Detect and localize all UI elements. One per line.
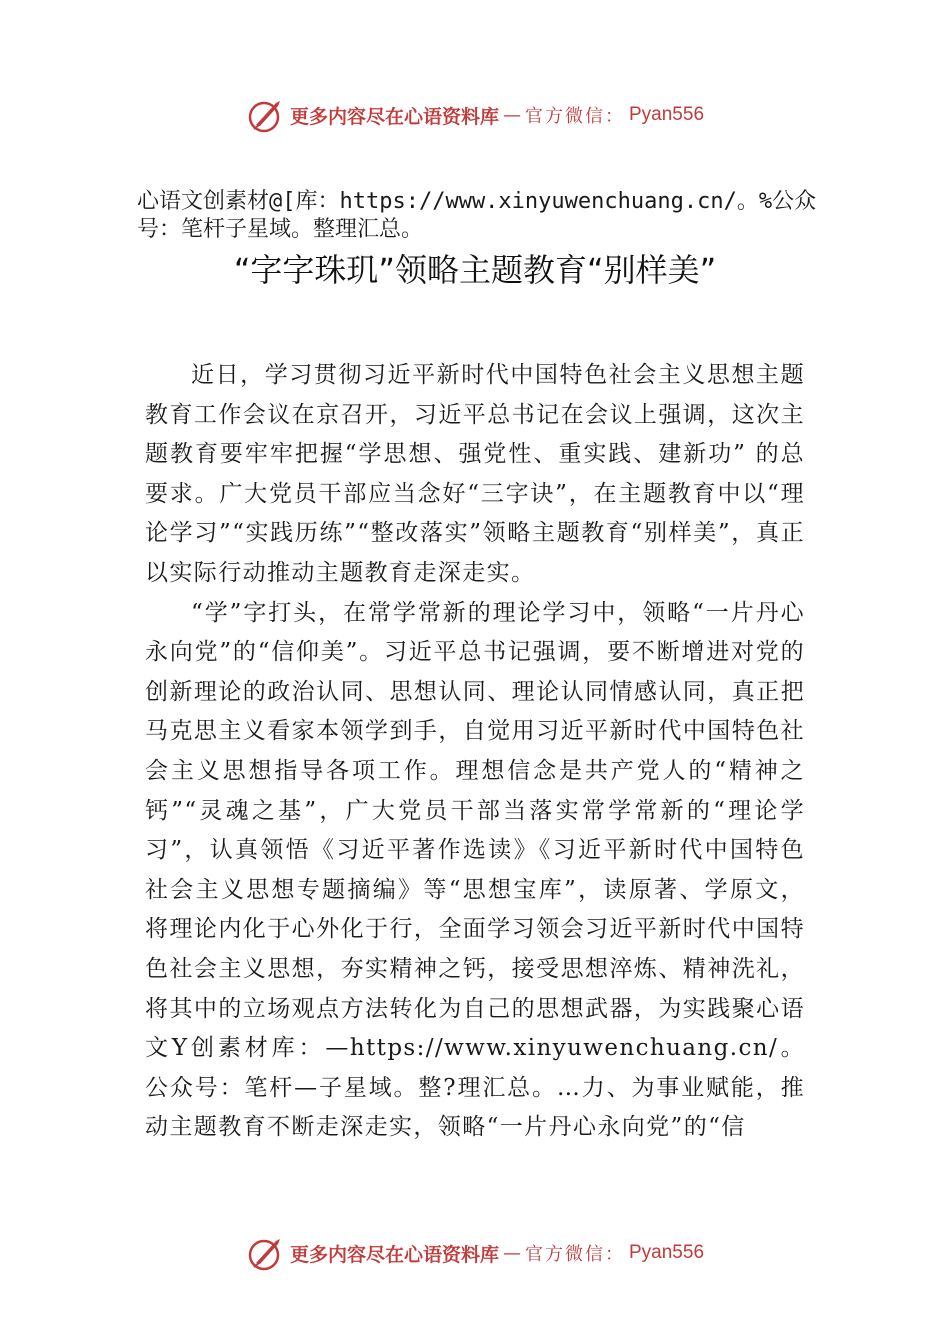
- quill-logo-icon: [246, 95, 286, 135]
- watermark-wechat-label: 官方微信：: [525, 106, 625, 127]
- bottom-watermark-banner: [0, 1228, 950, 1278]
- quill-logo-icon: [246, 1233, 286, 1273]
- top-watermark-banner: [0, 90, 950, 140]
- document-body: [145, 356, 805, 1148]
- paragraph: 近日，学习贯彻习近平新时代中国特色社会主义思想主题教育工作会议在京召开，习近平总书记在会议上强调，这次主题教育要牢牢把握“学思想、强党性、重实践、建新功” 的总要求。广大党员干部应当念好“三字诀”，在主题教育中以“理论学习”“实践历练”“整改落实”领略主题教育“别样美”，真正以实际行动推动主题教育走深走实。: [145, 362, 805, 586]
- watermark-wechat-label: 官方微信：: [525, 1244, 625, 1265]
- watermark-separator: —: [503, 1242, 521, 1264]
- document-title: “字字珠玑”领略主题教育“别样美”: [233, 251, 717, 289]
- watermark-brand: 更多内容尽在心语资料库: [289, 105, 499, 128]
- watermark-wechat-id: Pyan556: [629, 1242, 705, 1263]
- watermark-brand: 更多内容尽在心语资料库: [289, 1243, 499, 1266]
- watermark-separator: —: [503, 104, 521, 126]
- watermark-wechat-id: Pyan556: [629, 104, 705, 125]
- source-note: 心语文创素材@[库：https://www.xinyuwenchuang.cn/。%公众号：笔杆子星域。整理汇总。: [137, 189, 817, 242]
- paragraph: “学”字打头，在常学常新的理论学习中，领略“一片丹心永向党”的“信仰美”。习近平总书记强调，要不断增进对党的创新理论的政治认同、思想认同、理论认同情感认同，真正把马克思主义看家本领学到手，自觉用习近平新时代中国特色社会主义思想指导各项工作。理想信念是共产党人的“精神之钙”“灵魂之基”，广大党员干部当落实常学常新的“理论学习”，认真领悟《习近平著作选读》《习近平新时代中国特色社会主义思想专题摘编》等“思想宝库”，读原著、学原文，将理论内化于心外化于行，全面学习领会习近平新时代中国特色社会主义思想，夯实精神之钙，接受思想淬炼、精神洗礼，将其中的立场观点方法转化为自己的思想武器，为实践聚心语文Y创素材库：—https://www.xinyuwenchuang.cn/。公众号：笔杆—子星域。整?理汇总。…力、为事业赋能，推动主题教育不断走深走实，领略“一片丹心永向党”的“信: [145, 599, 805, 1141]
